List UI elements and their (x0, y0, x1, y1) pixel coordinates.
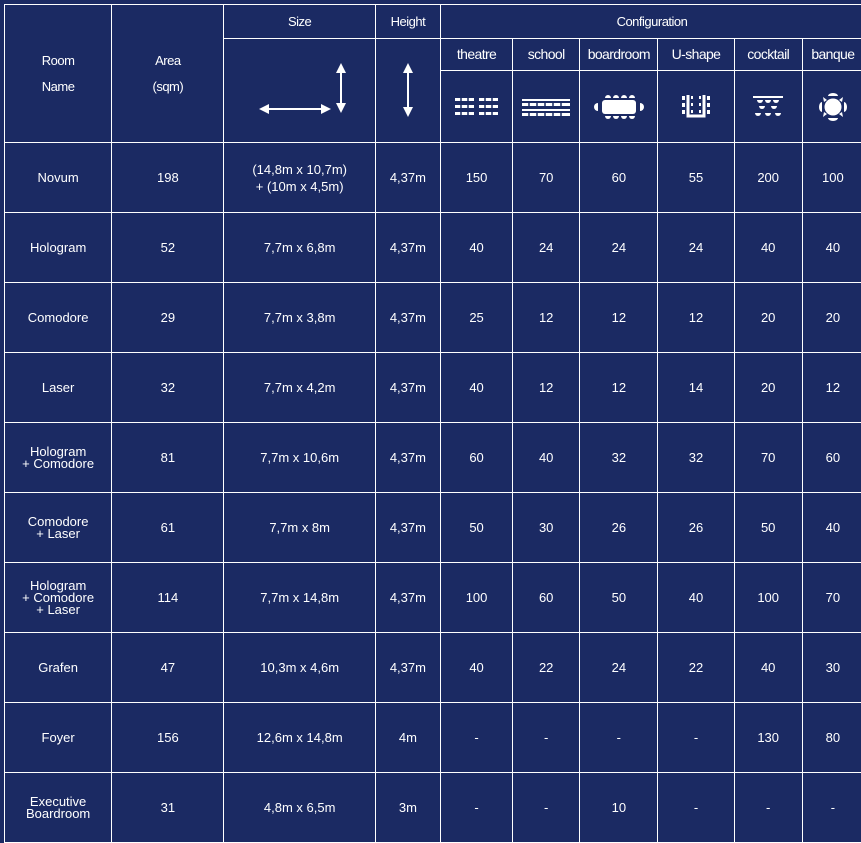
height-header: Height (375, 5, 440, 39)
banquet-cell: 40 (802, 493, 861, 563)
room-name-line: Foyer (5, 732, 111, 744)
school-cell: 24 (513, 213, 580, 283)
boardroom-table-icon (580, 92, 657, 122)
banquet-round-table-icon (803, 90, 861, 124)
height-cell: 4,37m (375, 213, 440, 283)
height-cell: 4m (375, 703, 440, 773)
config-theatre-label: theatre (440, 39, 512, 71)
room-name-line: Grafen (5, 662, 111, 674)
config-school-label: school (513, 39, 580, 71)
ushape-cell: 12 (658, 283, 734, 353)
size-line: 10,3m x 4,6m (224, 659, 374, 676)
banquet-cell: - (802, 773, 861, 843)
u-shape-seating-icon (658, 92, 733, 122)
area-cell: 114 (112, 563, 224, 633)
size-cell (224, 143, 375, 213)
size-line: 7,7m x 4,2m (224, 379, 374, 396)
area-cell: 61 (112, 493, 224, 563)
area-cell: 47 (112, 633, 224, 703)
room-name-header: Room Name (5, 5, 112, 143)
room-name-cell (5, 143, 112, 213)
room-name-cell (5, 423, 112, 493)
size-line: 7,7m x 6,8m (224, 239, 374, 256)
room-name-line: + Laser (5, 528, 111, 540)
size-cell (224, 633, 375, 703)
ushape-cell: - (658, 703, 734, 773)
table-row (5, 703, 861, 773)
school-cell: - (513, 773, 580, 843)
banquet-cell: 12 (802, 353, 861, 423)
banquet-cell: 100 (802, 143, 861, 213)
room-name-line: + Laser (5, 604, 111, 616)
theatre-cell: 40 (440, 213, 512, 283)
height-cell: 4,37m (375, 563, 440, 633)
table-row (5, 563, 861, 633)
cocktail-cell: 130 (734, 703, 802, 773)
size-cell (224, 703, 375, 773)
theatre-cell: 150 (440, 143, 512, 213)
boardroom-cell: 12 (580, 353, 658, 423)
area-cell: 52 (112, 213, 224, 283)
area-header: Area (sqm) (112, 5, 224, 143)
cocktail-cell: 50 (734, 493, 802, 563)
boardroom-cell: 50 (580, 563, 658, 633)
boardroom-icon-cell (580, 71, 658, 143)
table-row (5, 773, 861, 843)
school-cell: 60 (513, 563, 580, 633)
height-cell: 4,37m (375, 493, 440, 563)
boardroom-cell: 60 (580, 143, 658, 213)
school-cell: 12 (513, 283, 580, 353)
boardroom-cell: 32 (580, 423, 658, 493)
cocktail-cell: - (734, 773, 802, 843)
theatre-cell: 40 (440, 633, 512, 703)
room-name-line: Boardroom (5, 808, 111, 820)
ushape-cell: 22 (658, 633, 734, 703)
height-cell: 4,37m (375, 283, 440, 353)
width-depth-arrows-icon (224, 59, 374, 123)
height-cell: 3m (375, 773, 440, 843)
table-row (5, 213, 861, 283)
cocktail-cell: 100 (734, 563, 802, 633)
room-name-cell (5, 353, 112, 423)
ushape-cell: 24 (658, 213, 734, 283)
table-row (5, 493, 861, 563)
room-name-cell (5, 563, 112, 633)
room-name-cell (5, 493, 112, 563)
cocktail-cell: 200 (734, 143, 802, 213)
table-row (5, 353, 861, 423)
school-cell: 40 (513, 423, 580, 493)
size-line: 7,7m x 10,6m (224, 449, 374, 466)
room-name-line: Laser (5, 382, 111, 394)
room-name-line: Hologram (5, 242, 111, 254)
room-name-cell (5, 283, 112, 353)
cocktail-cell: 40 (734, 213, 802, 283)
cocktail-cell: 70 (734, 423, 802, 493)
size-cell (224, 353, 375, 423)
size-line: + (10m x 4,5m) (224, 178, 374, 195)
school-icon-cell (513, 71, 580, 143)
school-cell: 30 (513, 493, 580, 563)
theatre-cell: 25 (440, 283, 512, 353)
height-arrow-icon (376, 59, 440, 123)
area-cell: 29 (112, 283, 224, 353)
config-cocktail-label: cocktail (734, 39, 802, 71)
boardroom-cell: - (580, 703, 658, 773)
boardroom-cell: 10 (580, 773, 658, 843)
room-name-cell (5, 773, 112, 843)
table-row (5, 633, 861, 703)
size-cell (224, 493, 375, 563)
theatre-cell: 40 (440, 353, 512, 423)
cocktail-cell: 20 (734, 353, 802, 423)
area-cell: 81 (112, 423, 224, 493)
ushape-cell: 40 (658, 563, 734, 633)
room-name-line: Hologram (5, 580, 111, 592)
room-name-cell (5, 703, 112, 773)
room-name-line: Executive (5, 796, 111, 808)
boardroom-cell: 12 (580, 283, 658, 353)
room-name-line: Comodore (5, 312, 111, 324)
theatre-icon-cell (440, 71, 512, 143)
theatre-cell: - (440, 703, 512, 773)
size-line: 7,7m x 8m (224, 519, 374, 536)
area-cell: 32 (112, 353, 224, 423)
size-cell (224, 213, 375, 283)
size-line: 7,7m x 14,8m (224, 589, 374, 606)
banquet-cell: 70 (802, 563, 861, 633)
school-seating-icon (513, 96, 579, 118)
size-line: 4,8m x 6,5m (224, 799, 374, 816)
size-line: (14,8m x 10,7m) (224, 161, 374, 178)
theatre-cell: 50 (440, 493, 512, 563)
school-cell: 22 (513, 633, 580, 703)
room-name-line: + Comodore (5, 592, 111, 604)
banquet-cell: 60 (802, 423, 861, 493)
cocktail-icon-cell (734, 71, 802, 143)
banquet-icon-cell (802, 71, 861, 143)
theatre-cell: - (440, 773, 512, 843)
ushape-cell: 26 (658, 493, 734, 563)
room-rows (5, 143, 861, 843)
theatre-cell: 60 (440, 423, 512, 493)
theatre-cell: 100 (440, 563, 512, 633)
banquet-cell: 40 (802, 213, 861, 283)
table-row (5, 283, 861, 353)
area-cell: 31 (112, 773, 224, 843)
config-boardroom-label: boardroom (580, 39, 658, 71)
height-cell: 4,37m (375, 633, 440, 703)
school-cell: 70 (513, 143, 580, 213)
banquet-cell: 80 (802, 703, 861, 773)
height-cell: 4,37m (375, 143, 440, 213)
cocktail-cell: 20 (734, 283, 802, 353)
table-row (5, 423, 861, 493)
ushape-cell: 55 (658, 143, 734, 213)
room-name-line: Novum (5, 172, 111, 184)
height-cell: 4,37m (375, 353, 440, 423)
cocktail-cell: 40 (734, 633, 802, 703)
room-name-cell (5, 633, 112, 703)
table-row (5, 143, 861, 213)
area-cell: 198 (112, 143, 224, 213)
height-icon-cell (375, 39, 440, 143)
size-cell (224, 283, 375, 353)
school-cell: - (513, 703, 580, 773)
room-name-line: Comodore (5, 516, 111, 528)
area-cell: 156 (112, 703, 224, 773)
boardroom-cell: 24 (580, 633, 658, 703)
ushape-cell: 14 (658, 353, 734, 423)
room-capacity-table (4, 4, 861, 843)
theatre-seating-icon (441, 96, 512, 118)
ushape-cell: 32 (658, 423, 734, 493)
config-banquet-label: banque (802, 39, 861, 71)
height-cell: 4,37m (375, 423, 440, 493)
boardroom-cell: 26 (580, 493, 658, 563)
ushape-cell: - (658, 773, 734, 843)
ushape-icon-cell (658, 71, 734, 143)
size-icon-cell (224, 39, 375, 143)
size-header: Size (224, 5, 375, 39)
config-ushape-label: U-shape (658, 39, 734, 71)
room-name-line: Hologram (5, 446, 111, 458)
size-line: 12,6m x 14,8m (224, 729, 374, 746)
banquet-cell: 30 (802, 633, 861, 703)
configuration-header: Configuration (440, 5, 861, 39)
size-line: 7,7m x 3,8m (224, 309, 374, 326)
banquet-cell: 20 (802, 283, 861, 353)
size-cell (224, 423, 375, 493)
boardroom-cell: 24 (580, 213, 658, 283)
school-cell: 12 (513, 353, 580, 423)
size-cell (224, 773, 375, 843)
room-name-cell (5, 213, 112, 283)
size-cell (224, 563, 375, 633)
room-name-line: + Comodore (5, 458, 111, 470)
cocktail-seating-icon (735, 92, 802, 122)
